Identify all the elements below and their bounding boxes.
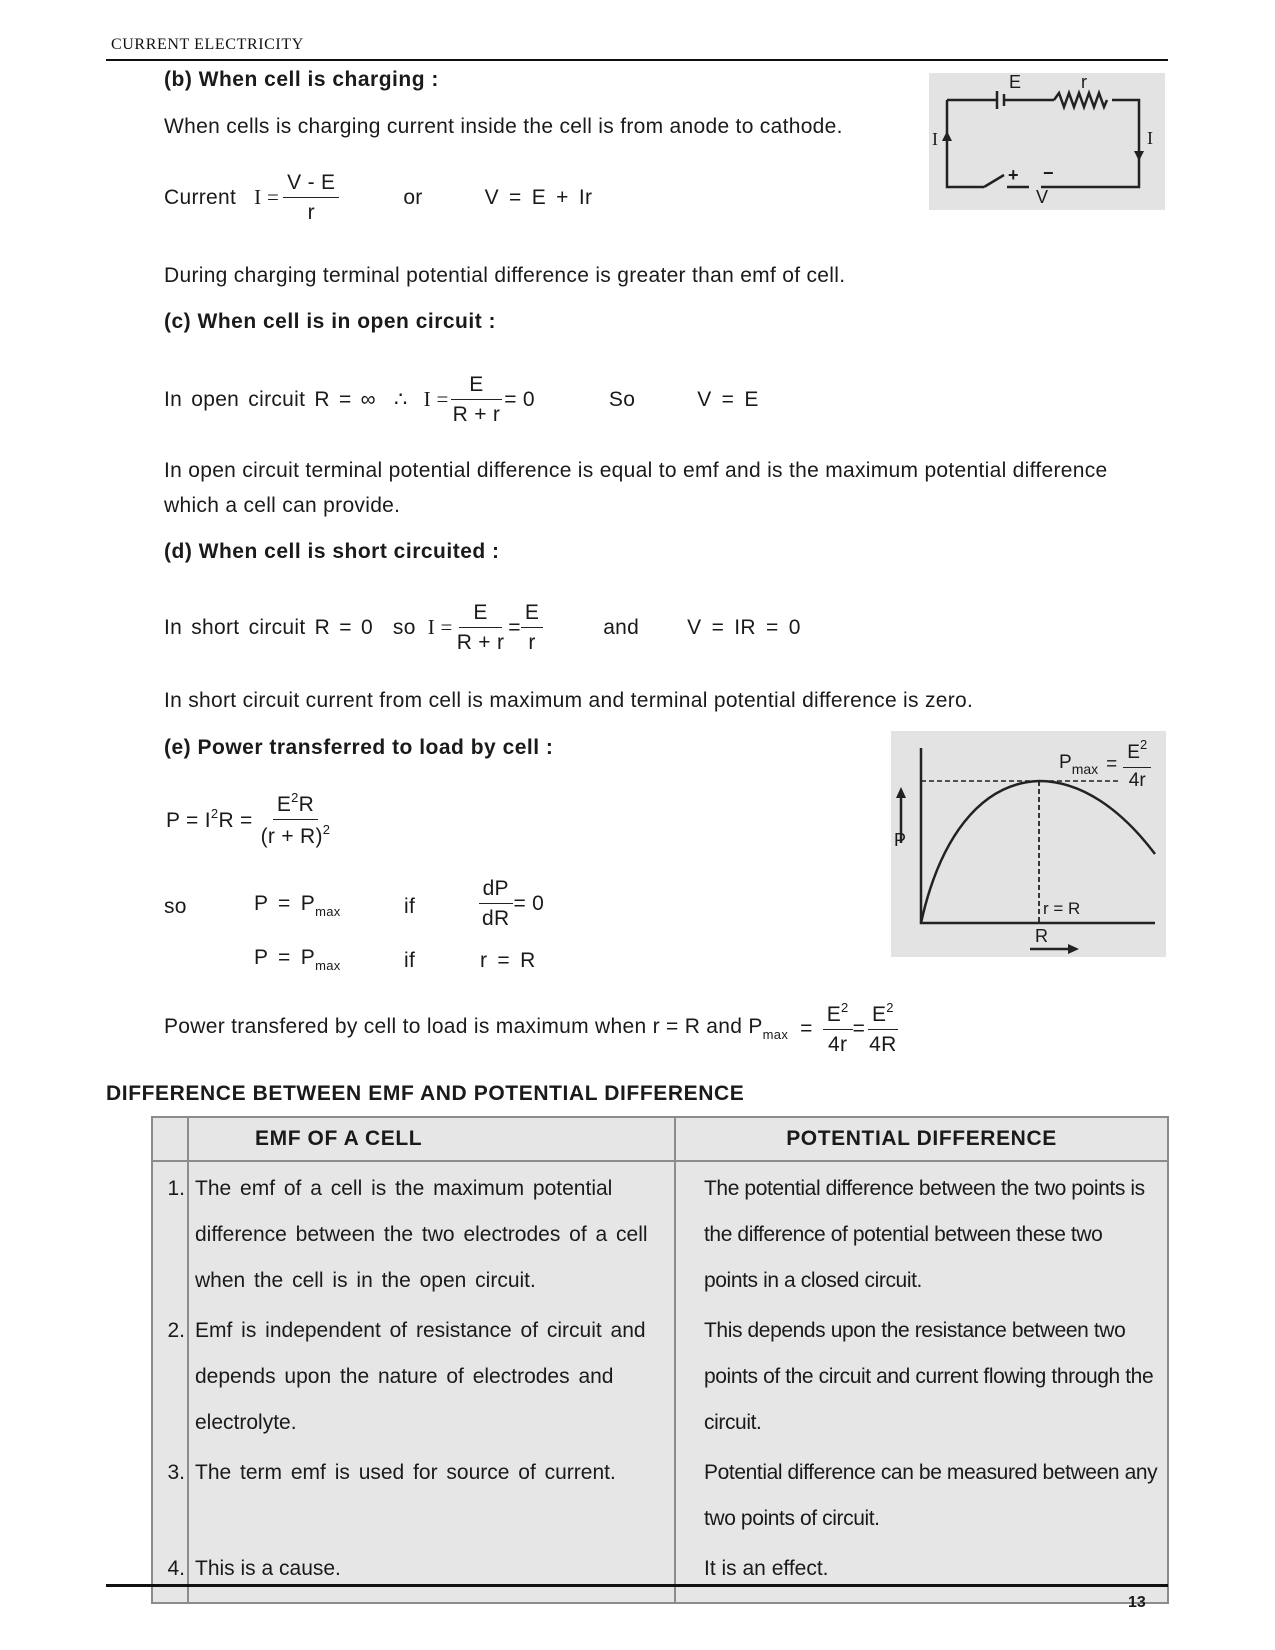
voltage-label: V: [1036, 187, 1049, 207]
open-lead: In open circuit R = ∞: [164, 387, 376, 411]
summary-equals: =: [800, 1016, 813, 1040]
f1-num-base: E: [826, 1003, 842, 1026]
emf-label: E: [1009, 72, 1022, 92]
eq1-denominator: r: [307, 201, 315, 225]
heading-power: (e) Power transferred to load by cell :: [164, 736, 554, 759]
cond1-derivative: [478, 876, 544, 931]
row-number: 3.: [152, 1446, 188, 1542]
power-lhs-text: P = I: [166, 809, 211, 833]
r-axis-label: R: [1035, 926, 1048, 946]
power-equation: [166, 790, 334, 849]
pd-cell: The potential difference between the two points is the difference of potential between these two points in a closed circuit.: [675, 1161, 1168, 1304]
heading-charging: (b) When cell is charging :: [164, 68, 439, 91]
table-row: [152, 1161, 1168, 1304]
running-header: CURRENT ELECTRICITY: [111, 36, 304, 53]
pd-cell: It is an effect.: [675, 1542, 1168, 1603]
open-eq-denominator: R + r: [452, 403, 501, 427]
power-fraction: [257, 790, 335, 849]
short-eq-fraction-1: [453, 600, 509, 655]
cond2-lhs-text: P = P: [254, 946, 316, 969]
pmax-num: [1123, 737, 1151, 768]
power-den-sup: 2: [322, 822, 331, 838]
open-text-1: In open circuit terminal potential difference is equal to emf and is the maximum potential difference: [164, 459, 1108, 482]
open-result: V = E: [697, 387, 759, 411]
emf-cell: This is a cause.: [188, 1542, 675, 1603]
current-arrow-up-icon: [942, 131, 952, 141]
cond1-lhs-text: P = P: [254, 892, 316, 915]
table-header-row: [152, 1117, 1168, 1161]
table-row: [152, 1304, 1168, 1446]
open-eq-lhs: I =: [423, 387, 449, 412]
derivative-denominator: dR: [482, 907, 510, 931]
power-den-base: (r + R): [260, 825, 323, 849]
comparison-title: DIFFERENCE BETWEEN EMF AND POTENTIAL DIFFERENCE: [106, 1082, 745, 1105]
short-so: so: [392, 615, 416, 639]
power-curve: [921, 781, 1155, 923]
cond1-lhs: [254, 892, 341, 919]
footer-rule: [106, 1584, 1168, 1587]
header-number-cell: [152, 1117, 188, 1161]
summary-fraction-equals: =: [852, 1016, 866, 1040]
header-emf: EMF OF A CELL: [188, 1117, 675, 1161]
p-axis-label: P: [894, 830, 907, 850]
so-label-power: so: [164, 895, 187, 918]
power-lhs-mid: R =: [218, 809, 253, 833]
current-label: Current: [164, 185, 237, 209]
power-lhs-sup: 2: [210, 806, 219, 822]
summary-f1-den: 4r: [828, 1033, 848, 1057]
summary-main: Power transfered by cell to load is maximum when r = R and P: [164, 1015, 763, 1039]
cond2-lhs: [254, 946, 341, 973]
table-row: [152, 1446, 1168, 1542]
row-number: 1.: [152, 1161, 188, 1304]
summary-sub: max: [762, 1027, 789, 1043]
short-result: V = IR = 0: [687, 615, 801, 639]
open-eq-numerator: E: [451, 372, 501, 400]
power-numerator: [273, 790, 318, 820]
short-text: In short circuit current from cell is maximum and terminal potential difference is zero.: [164, 689, 974, 712]
pmax-base: [1059, 752, 1098, 777]
charging-text-1: When cells is charging current inside the cell is from anode to cathode.: [164, 115, 843, 138]
page-number: 13: [1128, 1594, 1146, 1611]
and-label: and: [603, 615, 640, 639]
summary-f2-den: 4R: [869, 1033, 897, 1057]
power-num-sup: 2: [291, 790, 299, 805]
power-num-base: E: [276, 793, 292, 816]
pd-cell: This depends upon the resistance between two points of the circuit and current flowing through the circuit.: [675, 1304, 1168, 1446]
short-eq-numerator-2: E: [521, 600, 543, 628]
power-num-tail: R: [298, 793, 315, 816]
charging-text-2: During charging terminal potential difference is greater than emf of cell.: [164, 264, 846, 287]
power-graph: [891, 731, 1166, 957]
if-label-1: if: [404, 895, 416, 918]
cond2-sub: max: [315, 958, 341, 973]
emf-cell: Emf is independent of resistance of circuit and depends upon the nature of electrodes and electrolyte.: [188, 1304, 675, 1446]
f2-num-sup: 2: [886, 1000, 894, 1015]
heading-short-circuit: (d) When cell is short circuited :: [164, 540, 500, 563]
summary-fraction-1: [823, 1000, 853, 1057]
emf-cell: The term emf is used for source of current.: [188, 1446, 675, 1542]
power-denominator: [257, 820, 335, 849]
pmax-num-base: E: [1127, 742, 1140, 763]
current-label-left: I: [932, 129, 938, 149]
summary-f2-num: [868, 1000, 898, 1030]
header-rule: [106, 59, 1168, 61]
short-eq-denominator-2: r: [528, 631, 536, 655]
charging-circuit-diagram: [929, 73, 1165, 210]
pmax-p: P: [1059, 752, 1072, 774]
short-eq-denominator-1: R + r: [456, 631, 505, 655]
derivative-rhs: = 0: [513, 891, 545, 915]
open-text-2: which a cell can provide.: [164, 494, 401, 517]
f1-num-sup: 2: [841, 1000, 849, 1015]
header-potential-difference: POTENTIAL DIFFERENCE: [675, 1117, 1168, 1161]
therefore-symbol: ∴: [393, 388, 408, 412]
f2-num-base: E: [871, 1003, 887, 1026]
eq2: V = E + Ir: [484, 185, 593, 209]
current-arrow-down-icon: [1134, 151, 1144, 161]
current-label-right: I: [1147, 128, 1153, 148]
so-label: So: [608, 387, 636, 411]
or-label: or: [403, 185, 423, 209]
row-number: 2.: [152, 1304, 188, 1446]
short-eq-equals: =: [508, 615, 521, 639]
plus-sign: +: [1008, 165, 1019, 185]
row-number: 4.: [152, 1542, 188, 1603]
short-circuit-equation: [164, 600, 801, 655]
resistor-label: r: [1081, 72, 1087, 92]
eq1-lhs: I =: [254, 185, 280, 210]
cond2-rhs: r = R: [480, 949, 536, 972]
pmax-num-sup: 2: [1139, 737, 1148, 752]
eq1-numerator: V - E: [283, 170, 339, 198]
r-axis-arrow-icon: [1068, 944, 1079, 954]
pmax-annotation: [1059, 737, 1151, 793]
comparison-table: [151, 1116, 1169, 1604]
derivative-numerator: dP: [479, 876, 513, 904]
pd-cell: Potential difference can be measured between any two points of circuit.: [675, 1446, 1168, 1542]
if-label-2: if: [404, 949, 416, 972]
summary-fraction-2: [865, 1000, 900, 1057]
short-lead: In short circuit R = 0: [164, 615, 373, 639]
short-eq-numerator-1: E: [459, 600, 501, 628]
power-lhs: [166, 806, 253, 833]
pmax-equals: =: [1106, 753, 1118, 775]
pmax-fraction: [1123, 737, 1151, 793]
p-axis-arrow-icon: [896, 787, 906, 798]
charging-equations: [164, 170, 592, 225]
open-eq-rhs: = 0: [504, 387, 535, 411]
short-eq-fraction-2: [521, 600, 543, 655]
summary-f1-num: [823, 1000, 853, 1030]
minus-sign: −: [1043, 163, 1054, 183]
r-equals-R-label: r = R: [1043, 899, 1081, 918]
cond1-sub: max: [315, 904, 341, 919]
eq1-fraction: [283, 170, 339, 225]
open-circuit-equation: [164, 372, 759, 427]
emf-cell: The emf of a cell is the maximum potential difference between the two electrodes of a cell when the cell is in the open circuit.: [188, 1161, 675, 1304]
open-eq-fraction: [449, 372, 505, 427]
pmax-den: 4r: [1128, 769, 1146, 791]
pmax-sub: max: [1071, 761, 1099, 778]
power-summary: [164, 1000, 901, 1057]
summary-text: [164, 1015, 788, 1042]
heading-open-circuit: (c) When cell is in open circuit :: [164, 310, 497, 333]
short-eq-lhs: I =: [427, 615, 453, 640]
table-row: [152, 1542, 1168, 1603]
derivative-fraction: [478, 876, 513, 931]
